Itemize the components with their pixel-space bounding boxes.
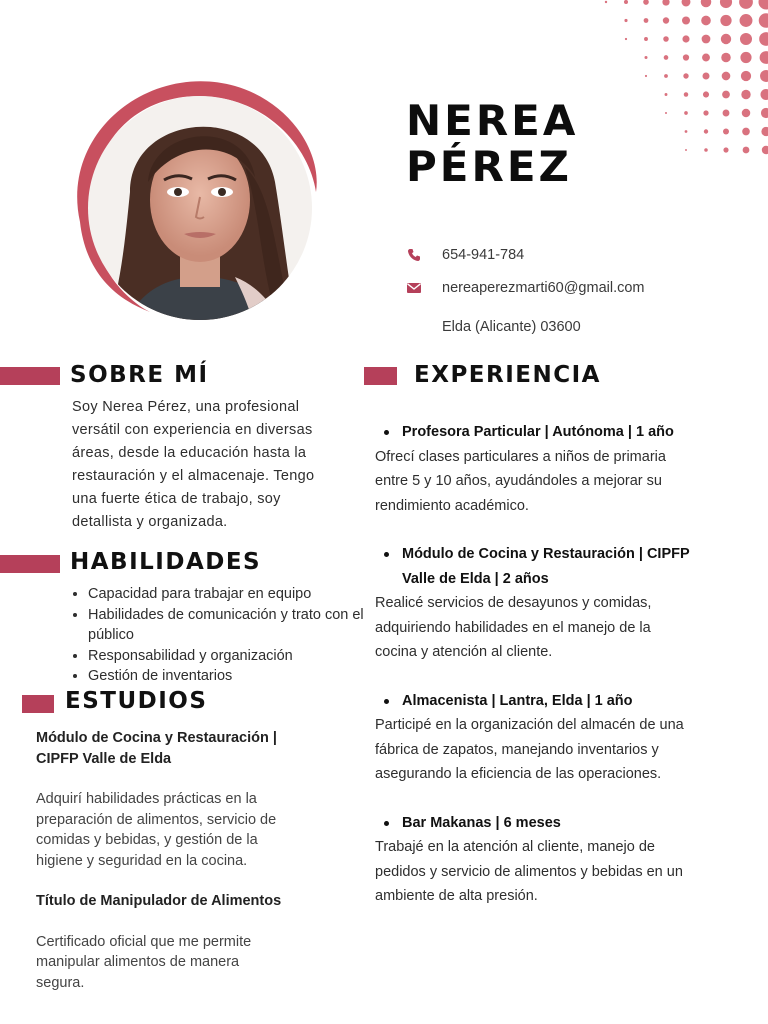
- experience-entry: [375, 420, 755, 518]
- halftone-dot: [703, 110, 708, 115]
- skills-section-title: HABILIDADES: [70, 549, 262, 575]
- halftone-dot: [605, 1, 607, 3]
- contact-location: [406, 318, 645, 336]
- halftone-dot: [723, 110, 730, 117]
- skill-item: • Gestión de inventarios: [88, 666, 373, 687]
- halftone-dot: [685, 130, 688, 133]
- halftone-dot: [722, 91, 730, 99]
- halftone-dot: [741, 71, 751, 81]
- halftone-dot: [702, 54, 710, 62]
- halftone-dots-decoration: [600, 0, 768, 160]
- last-name: PÉREZ: [406, 142, 572, 191]
- halftone-dot: [703, 91, 709, 97]
- experience-entry-title: Almacenista | Lantra, Elda | 1 año: [375, 689, 755, 714]
- halftone-dot: [760, 51, 768, 64]
- experience-entry-title: Profesora Particular | Autónoma | 1 año: [375, 420, 755, 445]
- education-list: [36, 728, 346, 1013]
- experience-entry-text: ambiente de alta presión.: [375, 888, 538, 904]
- about-text: [72, 396, 372, 534]
- first-name: NEREA: [406, 96, 579, 145]
- experience-list: [375, 420, 755, 933]
- halftone-dot: [665, 93, 668, 96]
- experience-entry: [375, 689, 755, 787]
- skills-list: [70, 584, 373, 687]
- about-section-title: SOBRE MÍ: [70, 362, 209, 388]
- about-line: restauración y el almacenaje. Tengo: [72, 468, 315, 484]
- education-entry: [36, 728, 346, 871]
- experience-entry-text: adquiriendo habilidades en el manejo de la: [375, 619, 651, 636]
- halftone-dot: [723, 147, 728, 152]
- halftone-dot: [739, 0, 753, 9]
- halftone-dot: [644, 37, 648, 41]
- education-entry-text: higiene y seguridad en la cocina.: [36, 852, 248, 869]
- halftone-dot: [759, 32, 768, 46]
- about-line: áreas, desde la educación hasta la: [72, 445, 307, 461]
- halftone-dot: [742, 109, 751, 118]
- experience-entry-text: Participé en la organización del almacén de una: [375, 717, 684, 733]
- mail-icon: [406, 280, 422, 296]
- education-entry-text: preparación de alimentos, servicio de: [36, 811, 277, 828]
- halftone-dot: [743, 147, 750, 154]
- contact-email[interactable]: [406, 279, 645, 297]
- halftone-dot: [723, 128, 729, 134]
- halftone-dot: [761, 108, 768, 118]
- experience-entry-text: fábrica de zapatos, manejando inventarios y: [375, 741, 659, 758]
- skill-item: • Responsabilidad y organización: [88, 646, 373, 667]
- halftone-dot: [741, 90, 750, 99]
- about-line: una fuerte ética de trabajo, soy: [72, 491, 281, 507]
- contact-phone[interactable]: [406, 246, 645, 264]
- halftone-dot: [683, 73, 688, 78]
- experience-entry-title: Valle de Elda | 2 años: [402, 570, 549, 587]
- halftone-dot: [644, 56, 647, 59]
- about-section-bar: [0, 367, 60, 385]
- halftone-dot: [682, 0, 691, 6]
- experience-entry: [375, 542, 755, 665]
- halftone-dot: [722, 72, 731, 81]
- phone-icon: [406, 247, 422, 263]
- halftone-dot: [644, 18, 649, 23]
- halftone-dot: [760, 70, 768, 82]
- education-entry-text: segura.: [36, 974, 85, 991]
- education-section-title: ESTUDIOS: [65, 688, 208, 714]
- education-section-bar: [22, 695, 54, 713]
- experience-entry-text: Ofrecí clases particulares a niños de primaria: [375, 448, 666, 465]
- experience-entry-text: Trabajé en la atención al cliente, manejo de: [375, 839, 655, 855]
- halftone-dot: [720, 15, 731, 26]
- halftone-dot: [665, 112, 667, 114]
- contact-block: [406, 246, 645, 336]
- halftone-dot: [762, 146, 768, 154]
- about-line: detallista y organizada.: [72, 514, 228, 530]
- halftone-dot: [702, 72, 709, 79]
- halftone-dot: [761, 127, 768, 136]
- education-entry-title: CIPFP Valle de Elda: [36, 750, 172, 767]
- halftone-dot: [624, 19, 627, 22]
- spacer: [36, 912, 346, 932]
- education-entry-text: Certificado oficial que me permite: [36, 933, 252, 950]
- halftone-dot: [760, 89, 768, 100]
- experience-entry-title: Bar Makanas | 6 meses: [375, 811, 755, 836]
- halftone-dot: [740, 52, 751, 63]
- about-line: versátil con experiencia en diversas: [72, 422, 313, 438]
- halftone-dot: [759, 13, 768, 28]
- halftone-dot: [625, 38, 627, 40]
- halftone-dot: [701, 16, 711, 26]
- experience-entry-text: rendimiento académico.: [375, 497, 529, 514]
- halftone-dot: [684, 92, 689, 97]
- halftone-dot: [682, 35, 689, 42]
- experience-entry-text: pedidos y servicio de alimentos y bebidas en un: [375, 863, 683, 880]
- education-entry-text: Adquirí habilidades prácticas en la: [36, 791, 257, 807]
- skill-item: • Capacidad para trabajar en equipo: [88, 584, 373, 605]
- halftone-dot: [663, 17, 669, 23]
- halftone-dot: [645, 75, 647, 77]
- experience-entry-text: entre 5 y 10 años, ayudándoles a mejorar su: [375, 473, 662, 489]
- halftone-dot: [702, 35, 711, 44]
- skill-item: • Habilidades de comunicación y trato con el público: [88, 605, 373, 646]
- halftone-dot: [720, 0, 732, 8]
- experience-section-bar: [364, 367, 397, 385]
- about-line: Soy Nerea Pérez, una profesional: [72, 399, 300, 415]
- halftone-dot: [624, 0, 628, 4]
- experience-entry-title: Módulo de Cocina y Restauración | CIPFP: [375, 542, 755, 567]
- experience-section-title: EXPERIENCIA: [414, 362, 601, 388]
- skills-section-bar: [0, 555, 60, 573]
- education-entry-text: comidas y bebidas, y gestión de la: [36, 832, 258, 848]
- education-entry-text: manipular alimentos de manera: [36, 954, 240, 970]
- halftone-dot: [685, 149, 687, 151]
- halftone-dot: [683, 54, 689, 60]
- experience-entry-text: cocina y atención al cliente.: [375, 644, 553, 660]
- halftone-dot: [740, 14, 753, 27]
- candidate-name: [406, 98, 578, 190]
- halftone-dot: [721, 34, 731, 44]
- experience-entry-text: asegurando la eficiencia de las operaciones.: [375, 766, 662, 782]
- location-icon: [406, 319, 422, 335]
- education-entry-title: Módulo de Cocina y Restauración |: [36, 730, 277, 746]
- education-entry-title: Título de Manipulador de Alimentos: [36, 893, 282, 909]
- education-entry: [36, 891, 346, 993]
- phone-number: 654-941-784: [442, 247, 525, 263]
- experience-entry-text: Realicé servicios de desayunos y comidas,: [375, 595, 652, 611]
- halftone-dot: [664, 55, 669, 60]
- halftone-dot: [721, 53, 731, 63]
- location-text: Elda (Alicante) 03600: [442, 319, 581, 335]
- halftone-dot: [701, 0, 712, 7]
- halftone-dot: [759, 0, 768, 10]
- halftone-dot: [684, 111, 688, 115]
- halftone-dot: [663, 36, 669, 42]
- halftone-dot: [662, 0, 669, 6]
- halftone-dot: [740, 33, 752, 45]
- halftone-dot: [704, 129, 708, 133]
- halftone-dot: [742, 128, 750, 136]
- email-address: nereaperezmarti60@gmail.com: [442, 280, 645, 296]
- profile-photo: [60, 72, 322, 326]
- halftone-dot: [704, 148, 708, 152]
- spacer: [36, 769, 346, 789]
- halftone-dot: [643, 0, 649, 5]
- halftone-dot: [664, 74, 668, 78]
- experience-entry: [375, 811, 755, 909]
- halftone-dot: [682, 16, 690, 24]
